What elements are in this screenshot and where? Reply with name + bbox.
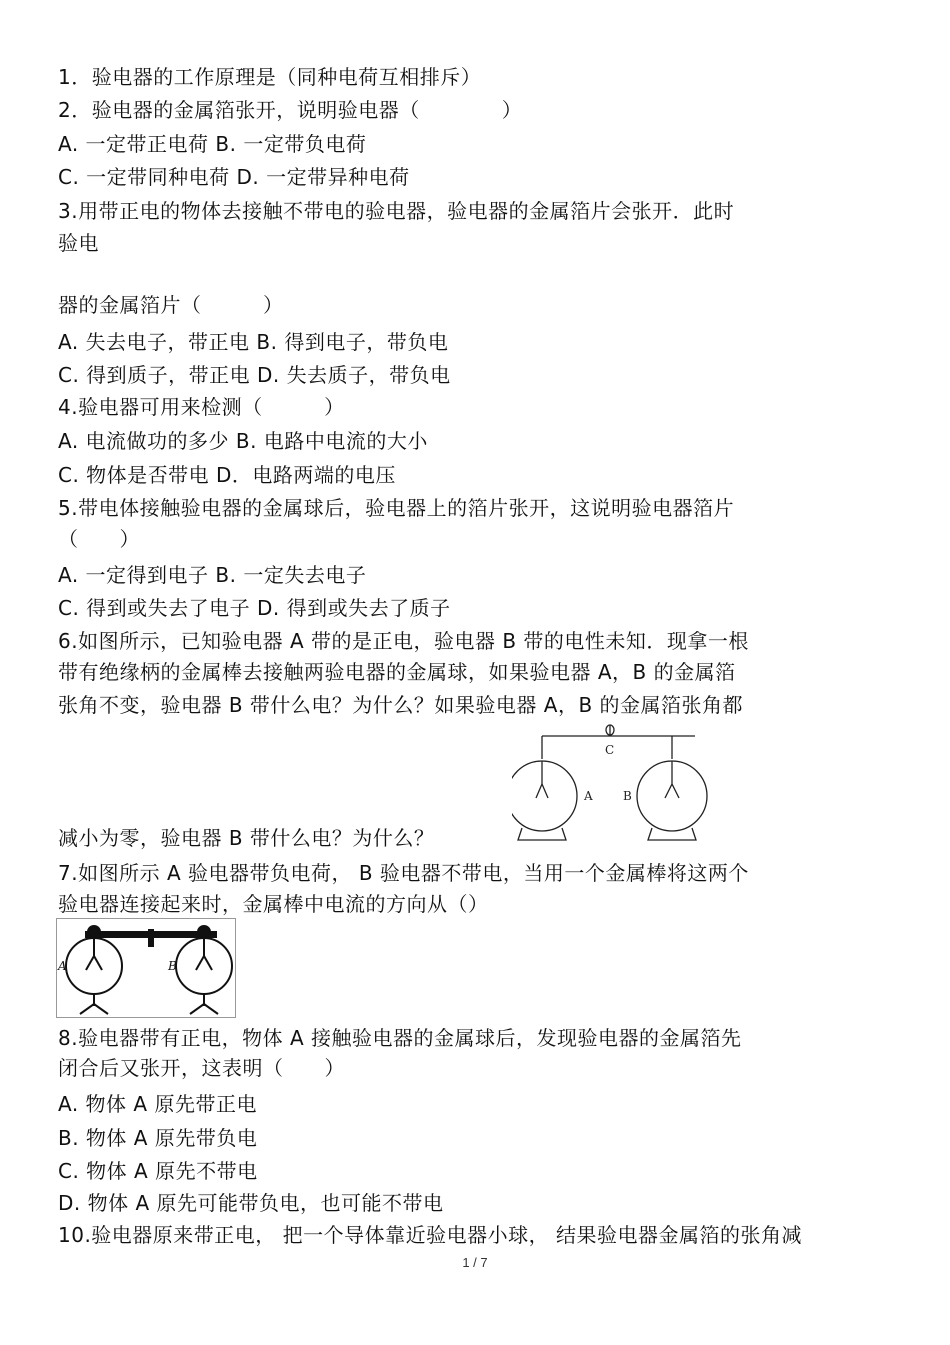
q5-option-cd: C. 得到或失去了电子 D. 得到或失去了质子 [58,596,451,620]
q8-option-c: C. 物体 A 原先不带电 [58,1159,258,1183]
q2-line: 2．验电器的金属箔张开，说明验电器（ ） [58,98,523,122]
q1-line: 1．验电器的工作原理是（同种电荷互相排斥） [58,65,482,89]
q6-line-cont: 带有绝缘柄的金属棒去接触两验电器的金属球，如果验电器 A，B 的金属箔 [58,660,736,684]
q8-option-a: A. 物体 A 原先带正电 [58,1092,257,1116]
figure1-label-a: A [584,789,593,803]
q3-line: 3.用带正电的物体去接触不带电的验电器，验电器的金属箔片会张开．此时 [58,199,735,223]
q4-option-ab: A. 电流做功的多少 B. 电路中电流的大小 [58,429,428,453]
q6-line: 6.如图所示，已知验电器 A 带的是正电，验电器 B 带的电性未知．现拿一根 [58,629,749,653]
q3-option-cd: C. 得到质子，带正电 D. 失去质子，带负电 [58,363,451,387]
figure1-label-b: B [623,789,632,803]
q2-option-ab: A. 一定带正电荷 B. 一定带负电荷 [58,132,367,156]
q5-option-ab: A. 一定得到电子 B. 一定失去电子 [58,563,367,587]
q5-line-cont: （ ） [58,527,140,551]
electroscope-figure-1 [512,724,712,846]
q8-line: 8.验电器带有正电，物体 A 接触验电器的金属球后，发现验电器的金属箔先 [58,1026,742,1050]
page-number: 1 / 7 [462,1255,488,1270]
q3-option-ab: A. 失去电子，带正电 B. 得到电子，带负电 [58,330,449,354]
figure2-label-b: B [168,959,177,973]
q3-line-cont2: 器的金属箔片（ ） [58,293,284,317]
q6-line-cont2: 张角不变，验电器 B 带什么电？为什么？如果验电器 A，B 的金属箔张角都 [58,693,744,717]
q4-line: 4.验电器可用来检测（ ） [58,395,345,419]
q8-option-b: B. 物体 A 原先带负电 [58,1126,258,1150]
figure1-label-c: C [605,743,615,757]
q7-line: 7.如图所示 A 验电器带负电荷， B 验电器不带电，当用一个金属棒将这两个 [58,861,749,885]
q7-line-cont: 验电器连接起来时，金属棒中电流的方向从（） [58,892,489,916]
q5-line: 5.带电体接触验电器的金属球后，验电器上的箔片张开，这说明验电器箔片 [58,496,735,520]
electroscope-figure-2 [56,918,236,1018]
q3-line-cont: 验电 [58,231,99,255]
q8-line-cont: 闭合后又张开，这表明（ ） [58,1056,345,1080]
q6-line-cont3: 减小为零，验电器 B 带什么电？为什么？ [58,826,435,850]
q2-option-cd: C. 一定带同种电荷 D. 一定带异种电荷 [58,165,410,189]
q4-option-cd: C. 物体是否带电 D．电路两端的电压 [58,463,396,487]
q10-line: 10.验电器原来带正电， 把一个导体靠近验电器小球， 结果验电器金属箔的张角减 [58,1223,803,1247]
q8-option-d: D. 物体 A 原先可能带负电，也可能不带电 [58,1191,444,1215]
figure2-label-a: A [58,959,67,973]
